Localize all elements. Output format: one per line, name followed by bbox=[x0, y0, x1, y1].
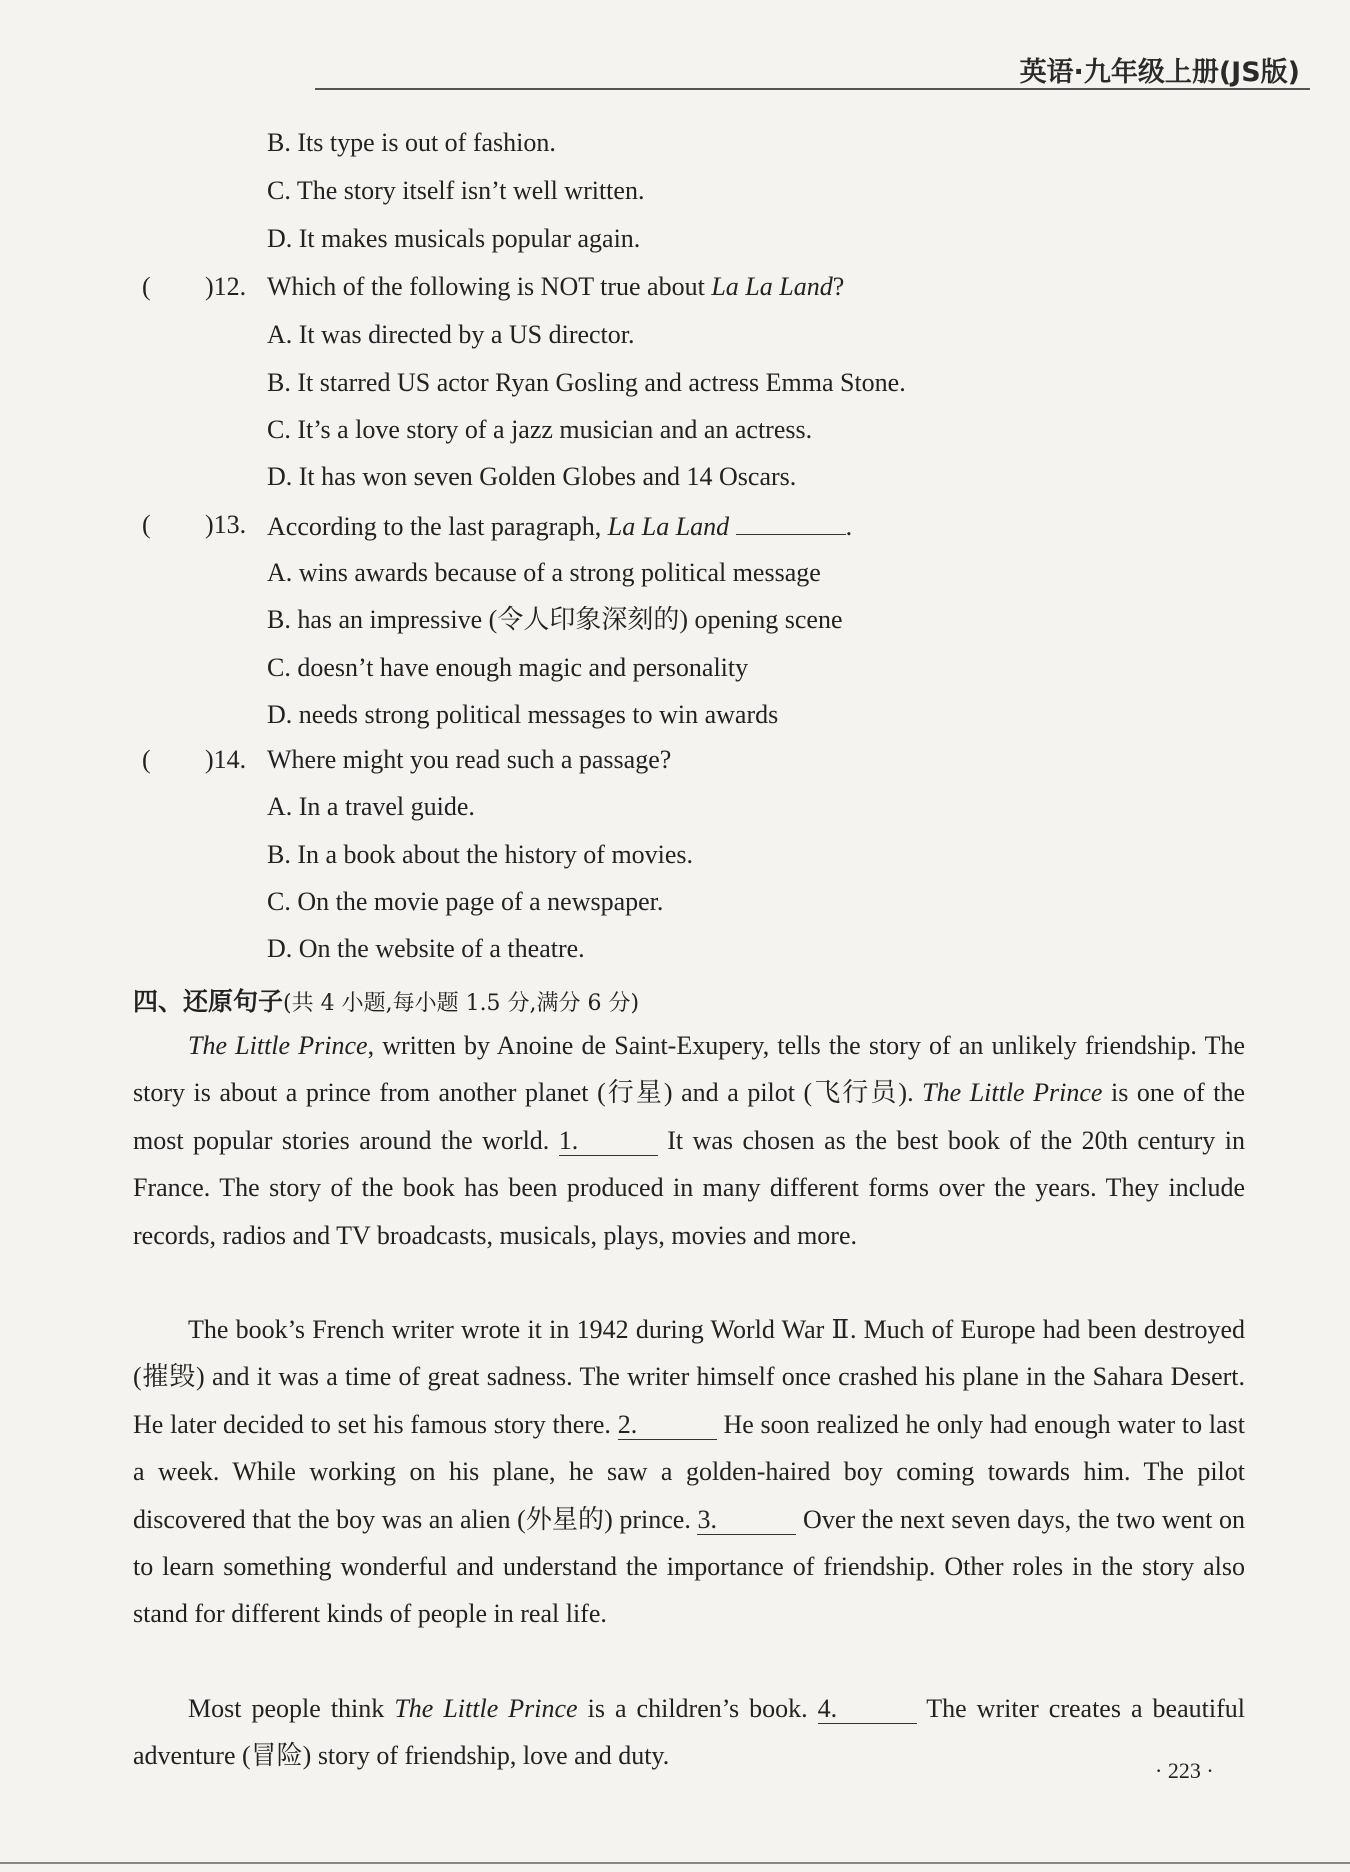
passage-text: is one of the most popular stories around the world. bbox=[133, 1078, 1245, 1155]
q13-option-a: A. wins awards because of a strong political message bbox=[267, 558, 821, 587]
page-header-title: 英语·九年级上册(JS版) bbox=[1019, 57, 1300, 88]
question-stem bbox=[267, 510, 852, 542]
answer-paren: ( bbox=[142, 272, 151, 301]
passage-text: He soon realized he only had enough water to last a week. While working on his plane, he saw a golden-haired boy coming towards him. The pilot discovered that the boy was an alien (外星的) prince. bbox=[133, 1409, 1245, 1534]
q12-option-a: A. It was directed by a US director. bbox=[267, 320, 635, 349]
passage-paragraph-3 bbox=[133, 1685, 1245, 1780]
answer-blank bbox=[736, 510, 846, 535]
q13-option-b: B. has an impressive (令人印象深刻的) opening scene bbox=[267, 605, 843, 634]
q12-option-b: B. It starred US actor Ryan Gosling and actress Emma Stone. bbox=[267, 368, 906, 397]
passage-paragraph-1 bbox=[133, 1022, 1245, 1259]
movie-title: La La Land bbox=[711, 272, 833, 301]
q14-option-c: C. On the movie page of a newspaper. bbox=[267, 887, 664, 916]
question-number: )12. bbox=[205, 272, 247, 301]
stem-text: Which of the following is NOT true about bbox=[267, 272, 712, 301]
question-stem bbox=[267, 272, 844, 302]
section-title: 四、还原句子 bbox=[133, 987, 284, 1016]
q14-option-b: B. In a book about the history of movies. bbox=[267, 840, 694, 869]
page-number: · 223 · bbox=[1155, 1758, 1214, 1783]
q12-option-d: D. It has won seven Golden Globes and 14 Oscars. bbox=[267, 462, 797, 491]
movie-title: La La Land bbox=[607, 512, 730, 541]
blank-3: 3. bbox=[697, 1506, 796, 1535]
book-title: The Little Prince bbox=[188, 1031, 368, 1060]
section-heading bbox=[133, 982, 639, 1018]
blank-1: 1. bbox=[559, 1127, 658, 1156]
stem-end: . bbox=[845, 512, 853, 541]
book-title: The Little Prince bbox=[922, 1078, 1103, 1108]
passage-text: is a children’s book. bbox=[577, 1694, 818, 1723]
question-number: )14. bbox=[205, 745, 247, 774]
q12-option-c: C. It’s a love story of a jazz musician and an actress. bbox=[267, 415, 813, 444]
blank-2: 2. bbox=[618, 1411, 717, 1440]
q14-option-d: D. On the website of a theatre. bbox=[267, 934, 585, 963]
answer-paren: ( bbox=[142, 745, 151, 774]
passage-text: It was chosen as the best book of the 20th century in France. The story of the book has been produced in many different forms over the years. They include records, radios and TV broadcasts, musicals, plays, movies and more. bbox=[133, 1125, 1245, 1250]
q11-option-c: C. The story itself isn’t well written. bbox=[267, 176, 645, 205]
q13-option-c: C. doesn’t have enough magic and personality bbox=[267, 653, 749, 682]
section-note: (共 4 小题,每小题 1.5 分,满分 6 分) bbox=[283, 991, 640, 1016]
passage-text: , written by Anoine de Saint-Exupery, tells the story of an unlikely friendship. The story is about a prince from another planet (行星) and a pilot (飞行员). bbox=[133, 1031, 1246, 1108]
passage-text: The book’s French writer wrote it in 1942 during World War Ⅱ. Much of Europe had been destroyed (摧毁) and it was a time of great sadness. The writer himself once crashed his plane in the Sahara Desert. He later decided to set his famous story there. bbox=[133, 1315, 1245, 1439]
stem-end: ? bbox=[832, 272, 845, 301]
question-stem: Where might you read such a passage? bbox=[267, 745, 672, 774]
question-number: )13. bbox=[205, 510, 247, 539]
q14-option-a: A. In a travel guide. bbox=[267, 792, 475, 821]
stem-text: According to the last paragraph, bbox=[267, 512, 608, 541]
answer-paren: ( bbox=[142, 510, 151, 539]
passage-text: Over the next seven days, the two went on to learn something wonderful and understand the importance of friendship. Other roles in the story also stand for different kinds of people in real life. bbox=[133, 1504, 1245, 1629]
book-title: The Little Prince bbox=[394, 1694, 578, 1723]
q11-option-d: D. It makes musicals popular again. bbox=[267, 224, 641, 253]
passage-text: Most people think bbox=[188, 1694, 395, 1723]
header-rule bbox=[315, 88, 1310, 90]
passage-paragraph-2 bbox=[133, 1306, 1245, 1638]
q11-option-b: B. Its type is out of fashion. bbox=[267, 128, 556, 157]
bottom-rule bbox=[0, 1862, 1350, 1864]
q13-option-d: D. needs strong political messages to win awards bbox=[267, 700, 779, 729]
blank-4: 4. bbox=[818, 1695, 917, 1724]
passage-text: The writer creates a beautiful adventure (冒险) story of friendship, love and duty. bbox=[133, 1694, 1245, 1771]
